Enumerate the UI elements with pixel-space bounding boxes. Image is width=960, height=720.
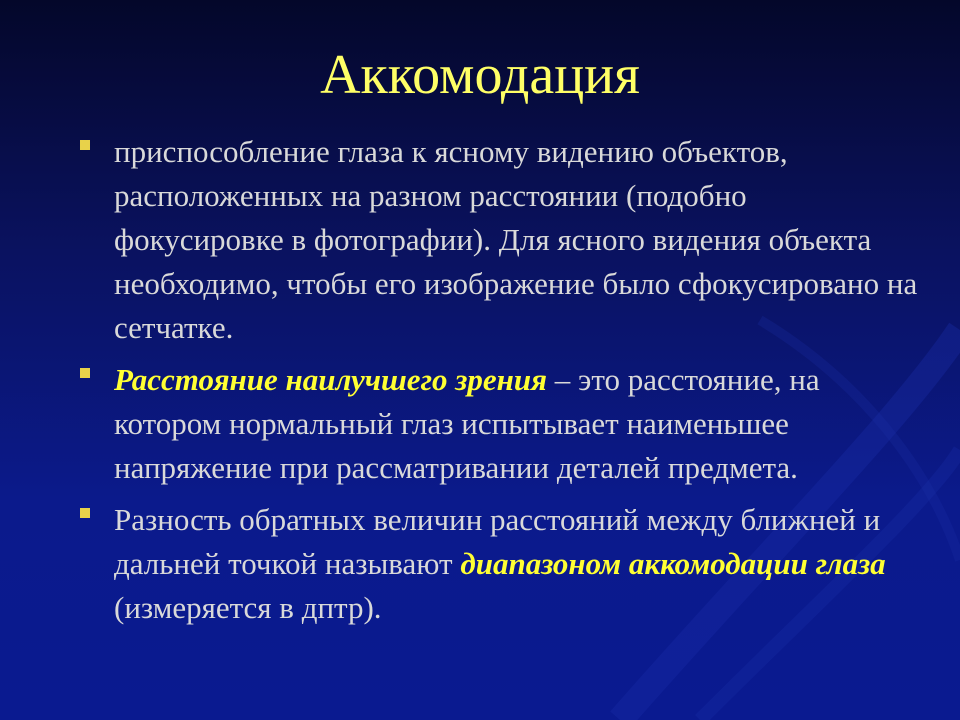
square-bullet-icon bbox=[80, 508, 90, 518]
bullet-list bbox=[78, 130, 918, 630]
bullet-item-accommodation-definition bbox=[78, 130, 918, 350]
bullet-item-best-vision-distance bbox=[78, 358, 918, 490]
bullet-text-after: (измеряется в дптр). bbox=[114, 590, 382, 625]
bullet-text: – это расстояние, на котором нормальный глаз испытывает наименьшее напряжение при рассматривании деталей предмета. bbox=[114, 362, 820, 485]
bullet-item-accommodation-range bbox=[78, 498, 918, 630]
square-bullet-icon bbox=[80, 368, 90, 378]
square-bullet-icon bbox=[80, 140, 90, 150]
bullet-text: приспособление глаза к ясному видению объектов, расположенных на разном расстоянии (подобно фокусировке в фотографии). Для ясного видения объекта необходимо, чтобы его изображение было сфокусировано на сетчатке. bbox=[114, 134, 918, 345]
bullet-text-before: Разность обратных величин расстояний между ближней и дальней точкой называют bbox=[114, 502, 881, 581]
highlighted-term: диапазоном аккомодации глаза bbox=[460, 546, 886, 581]
slide-title: Аккомодация bbox=[320, 44, 640, 106]
highlighted-term: Расстояние наилучшего зрения bbox=[114, 362, 548, 397]
